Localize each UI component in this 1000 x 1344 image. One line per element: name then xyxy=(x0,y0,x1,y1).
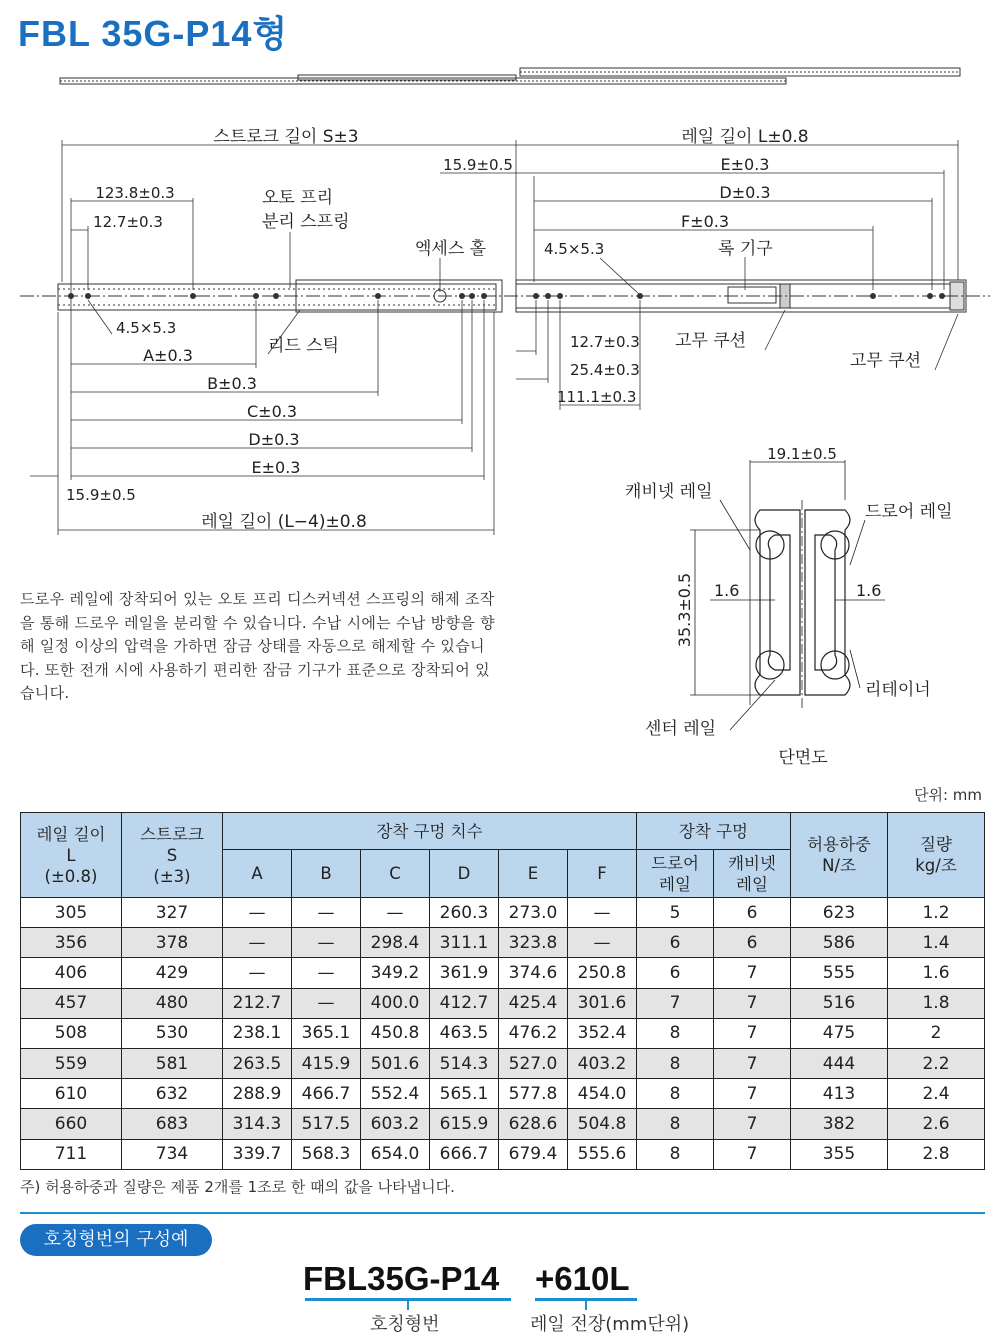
header-col-a: A xyxy=(223,850,292,898)
header-drawer-rail: 드로어 레일 xyxy=(637,850,714,898)
cabinet-rail-label: 캐비넷 레일 xyxy=(625,482,713,502)
table-cell: 6 xyxy=(714,928,791,958)
table-cell: 403.2 xyxy=(568,1048,637,1078)
access-hole-label: 엑세스 홀 xyxy=(415,239,487,259)
table-cell: 412.7 xyxy=(430,988,499,1018)
table-cell: 476.2 xyxy=(499,1018,568,1048)
table-cell: 349.2 xyxy=(361,958,430,988)
table-cell: 8 xyxy=(637,1139,714,1169)
table-cell: 8 xyxy=(637,1079,714,1109)
table-cell: 1.6 xyxy=(888,958,985,988)
table-cell: 305 xyxy=(21,898,122,928)
table-row xyxy=(21,1139,985,1169)
retainer-label: 리테이너 xyxy=(865,680,931,700)
auto-free-label-2: 분리 스프링 xyxy=(262,212,350,232)
table-cell: 666.7 xyxy=(430,1139,499,1169)
dim-12-7-left: 12.7±0.3 xyxy=(93,213,163,231)
dim-d-right: D±0.3 xyxy=(719,183,771,202)
table-cell: 7 xyxy=(714,1079,791,1109)
table-cell: 552.4 xyxy=(361,1079,430,1109)
table-cell: 623 xyxy=(791,898,888,928)
table-cell: 660 xyxy=(21,1109,122,1139)
table-cell: 734 xyxy=(122,1139,223,1169)
gap-right-dim: 1.6 xyxy=(856,581,882,600)
table-cell: 263.5 xyxy=(223,1048,292,1078)
dim-e-right: E±0.3 xyxy=(720,155,770,174)
table-cell: 7 xyxy=(714,1018,791,1048)
header-col-c: C xyxy=(361,850,430,898)
drawer-rail-label: 드로어 레일 xyxy=(865,502,953,522)
gap-left-dim: 1.6 xyxy=(714,581,740,600)
table-row xyxy=(21,988,985,1018)
table-cell: — xyxy=(292,958,361,988)
header-col-f: F xyxy=(568,850,637,898)
table-cell: 555.6 xyxy=(568,1139,637,1169)
section-width-dim: 19.1±0.5 xyxy=(767,445,837,463)
header-col-b: B xyxy=(292,850,361,898)
dim-a: A±0.3 xyxy=(143,346,193,365)
dim-e-left: E±0.3 xyxy=(251,458,301,477)
table-cell: 559 xyxy=(21,1048,122,1078)
table-cell: 6 xyxy=(637,958,714,988)
table-cell: 457 xyxy=(21,988,122,1018)
page-title: FBL 35G-P14형 xyxy=(18,13,289,54)
table-cell: 603.2 xyxy=(361,1109,430,1139)
feature-description: 드로우 레일에 장착되어 있는 오토 프리 디스커넥션 스프링의 해제 조작을 통해 드로우 레일을 분리할 수 있습니다. 수납 시에는 수납 방향을 향해 일정 이상의 압력을 가하면 잠금 상태를 자동으로 해제할 수 있습니다. 또한 전개 시에 사용하기 편리한 잠금 기구가 표준으로 장착되어 있습니다. xyxy=(20,590,495,702)
table-cell: 2.2 xyxy=(888,1048,985,1078)
table-cell: 314.3 xyxy=(223,1109,292,1139)
table-cell: 508 xyxy=(21,1018,122,1048)
table-cell: — xyxy=(223,898,292,928)
dim-123-8: 123.8±0.3 xyxy=(95,184,175,202)
table-cell: 311.1 xyxy=(430,928,499,958)
table-row xyxy=(21,1079,985,1109)
spec-table xyxy=(20,812,985,1170)
table-cell: 711 xyxy=(21,1139,122,1169)
table-cell: 504.8 xyxy=(568,1109,637,1139)
table-row xyxy=(21,958,985,988)
table-cell: — xyxy=(568,928,637,958)
table-cell: 514.3 xyxy=(430,1048,499,1078)
header-load: 허용하중 N/조 xyxy=(791,813,888,898)
header-rail-length: 레일 길이 L (±0.8) xyxy=(21,813,122,898)
table-cell: 1.2 xyxy=(888,898,985,928)
table-cell: 327 xyxy=(122,898,223,928)
table-cell: 238.1 xyxy=(223,1018,292,1048)
order-code-tick xyxy=(407,1298,409,1310)
table-cell: 425.4 xyxy=(499,988,568,1018)
order-suffix: +610L xyxy=(535,1260,630,1297)
table-cell: 7 xyxy=(714,1048,791,1078)
section-caption: 단면도 xyxy=(778,748,828,768)
table-cell: 1.4 xyxy=(888,928,985,958)
order-example-heading: 호칭형번의 구성예 xyxy=(20,1224,212,1256)
table-cell: 7 xyxy=(714,958,791,988)
table-cell: — xyxy=(292,988,361,1018)
dim-f: F±0.3 xyxy=(680,212,730,231)
auto-free-label-1: 오토 프리 xyxy=(262,188,334,208)
dim-d-left: D±0.3 xyxy=(248,430,300,449)
order-code-caption: 호칭형번 xyxy=(370,1314,440,1335)
table-cell: 352.4 xyxy=(568,1018,637,1048)
table-row xyxy=(21,1048,985,1078)
table-cell: 212.7 xyxy=(223,988,292,1018)
table-cell: 5 xyxy=(637,898,714,928)
dim-25-4: 25.4±0.3 xyxy=(570,361,640,379)
table-cell: 288.9 xyxy=(223,1079,292,1109)
table-cell: 444 xyxy=(791,1048,888,1078)
table-cell: 7 xyxy=(637,988,714,1018)
table-cell: 415.9 xyxy=(292,1048,361,1078)
table-cell: — xyxy=(223,958,292,988)
table-cell: 2 xyxy=(888,1018,985,1048)
table-cell: 679.4 xyxy=(499,1139,568,1169)
table-cell: 7 xyxy=(714,988,791,1018)
table-cell: 610 xyxy=(21,1079,122,1109)
table-cell: 530 xyxy=(122,1018,223,1048)
table-cell: 2.8 xyxy=(888,1139,985,1169)
order-suffix-caption: 레일 전장(mm단위) xyxy=(530,1314,690,1335)
table-cell: 365.1 xyxy=(292,1018,361,1048)
rail-length-label: 레일 길이 L±0.8 xyxy=(681,127,809,147)
table-cell: 555 xyxy=(791,958,888,988)
table-cell: 382 xyxy=(791,1109,888,1139)
header-stroke: 스트로크 S (±3) xyxy=(122,813,223,898)
dim-12-7-right: 12.7±0.3 xyxy=(570,333,640,351)
table-cell: 568.3 xyxy=(292,1139,361,1169)
section-height-dim: 35.3±0.5 xyxy=(675,572,694,648)
table-cell: 301.6 xyxy=(568,988,637,1018)
header-cabinet-rail: 캐비넷 레일 xyxy=(714,850,791,898)
table-cell: 6 xyxy=(714,898,791,928)
table-cell: — xyxy=(292,928,361,958)
table-cell: 577.8 xyxy=(499,1079,568,1109)
table-cell: 581 xyxy=(122,1048,223,1078)
table-cell: 400.0 xyxy=(361,988,430,1018)
table-cell: 356 xyxy=(21,928,122,958)
table-cell: 378 xyxy=(122,928,223,958)
table-cell: 565.1 xyxy=(430,1079,499,1109)
table-row xyxy=(21,928,985,958)
table-cell: 2.6 xyxy=(888,1109,985,1139)
table-cell: 586 xyxy=(791,928,888,958)
table-cell: 8 xyxy=(637,1048,714,1078)
table-cell: 250.8 xyxy=(568,958,637,988)
order-code: FBL35G-P14 xyxy=(303,1260,500,1297)
table-cell: — xyxy=(223,928,292,958)
header-mount-dims: 장착 구멍 치수 xyxy=(223,813,637,850)
table-cell: 361.9 xyxy=(430,958,499,988)
table-cell: 475 xyxy=(791,1018,888,1048)
table-cell: 527.0 xyxy=(499,1048,568,1078)
table-cell: 628.6 xyxy=(499,1109,568,1139)
rubber-cushion-label-1: 고무 쿠션 xyxy=(675,331,747,351)
table-cell: 429 xyxy=(122,958,223,988)
table-cell: 273.0 xyxy=(499,898,568,928)
table-cell: 339.7 xyxy=(223,1139,292,1169)
table-cell: 298.4 xyxy=(361,928,430,958)
lead-stick-label: 리드 스틱 xyxy=(268,336,340,356)
lock-device-label: 록 기구 xyxy=(718,239,773,259)
header-mount-holes: 장착 구멍 xyxy=(637,813,791,850)
table-cell: 632 xyxy=(122,1079,223,1109)
stroke-length-label: 스트로크 길이 S±3 xyxy=(213,127,359,147)
table-row xyxy=(21,1109,985,1139)
table-row xyxy=(21,898,985,928)
table-cell: 8 xyxy=(637,1109,714,1139)
table-cell: 7 xyxy=(714,1109,791,1139)
table-cell: 406 xyxy=(21,958,122,988)
header-col-d: D xyxy=(430,850,499,898)
table-cell: 516 xyxy=(791,988,888,1018)
table-cell: 517.5 xyxy=(292,1109,361,1139)
table-cell: 463.5 xyxy=(430,1018,499,1048)
dim-b: B±0.3 xyxy=(207,374,257,393)
table-cell: — xyxy=(568,898,637,928)
cross-section-drawing xyxy=(610,440,990,780)
table-cell: 355 xyxy=(791,1139,888,1169)
table-note: 주) 허용하중과 질량은 제품 2개를 1조로 한 때의 값을 나타냅니다. xyxy=(20,1178,455,1196)
table-cell: 450.8 xyxy=(361,1018,430,1048)
slot-size-left: 4.5×5.3 xyxy=(116,319,177,337)
table-cell: 480 xyxy=(122,988,223,1018)
table-cell: 501.6 xyxy=(361,1048,430,1078)
table-cell: 615.9 xyxy=(430,1109,499,1139)
table-cell: 2.4 xyxy=(888,1079,985,1109)
table-cell: 654.0 xyxy=(361,1139,430,1169)
center-rail-label: 센터 레일 xyxy=(645,719,717,739)
dim-15-9-top: 15.9±0.5 xyxy=(443,156,513,174)
table-cell: 413 xyxy=(791,1079,888,1109)
unit-label: 단위: mm xyxy=(913,786,982,804)
dim-c: C±0.3 xyxy=(246,402,298,421)
table-cell: 6 xyxy=(637,928,714,958)
table-row xyxy=(21,1018,985,1048)
rubber-cushion-label-2: 고무 쿠션 xyxy=(850,351,922,371)
slot-size-right: 4.5×5.3 xyxy=(544,240,605,258)
table-cell: — xyxy=(361,898,430,928)
header-weight: 질량 kg/조 xyxy=(888,813,985,898)
table-cell: 466.7 xyxy=(292,1079,361,1109)
section-divider xyxy=(20,1212,985,1214)
table-cell: 7 xyxy=(714,1139,791,1169)
table-cell: 454.0 xyxy=(568,1079,637,1109)
table-cell: 323.8 xyxy=(499,928,568,958)
table-cell: 1.8 xyxy=(888,988,985,1018)
header-col-e: E xyxy=(499,850,568,898)
table-cell: 683 xyxy=(122,1109,223,1139)
dim-111-1: 111.1±0.3 xyxy=(557,388,637,406)
table-cell: 374.6 xyxy=(499,958,568,988)
table-cell: 8 xyxy=(637,1018,714,1048)
table-cell: — xyxy=(292,898,361,928)
table-cell: 260.3 xyxy=(430,898,499,928)
dim-15-9-bottom: 15.9±0.5 xyxy=(66,486,136,504)
order-suffix-tick xyxy=(585,1298,587,1310)
rail-length-bottom: 레일 길이 (L−4)±0.8 xyxy=(201,512,367,532)
